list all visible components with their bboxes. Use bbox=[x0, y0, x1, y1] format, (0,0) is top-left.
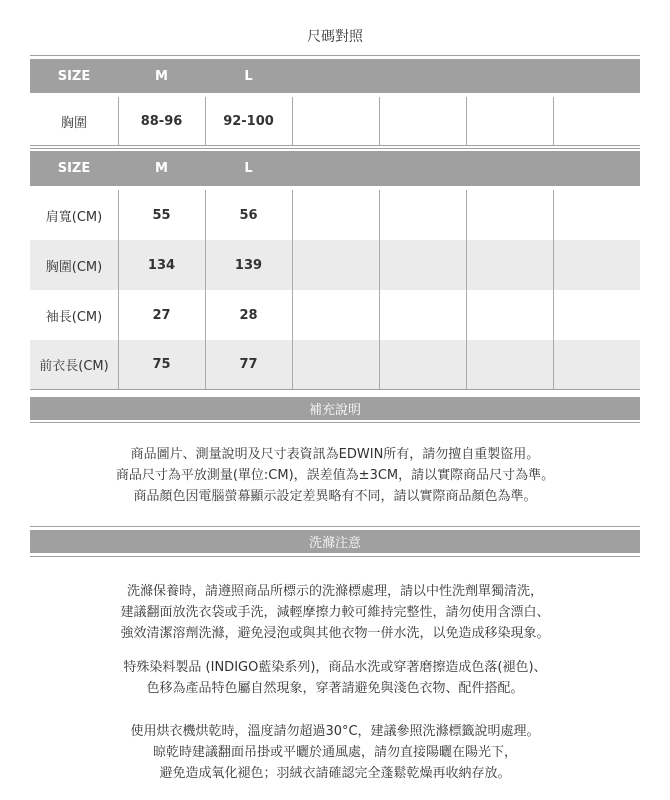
row-label: 袖長(CM) bbox=[45, 309, 103, 325]
washing-rule-top bbox=[30, 526, 640, 527]
table2-row-shoulder bbox=[30, 190, 640, 240]
supplement-heading: 補充說明 bbox=[30, 397, 640, 420]
table2-row-sleeve bbox=[30, 290, 640, 340]
table1-divider bbox=[118, 97, 119, 145]
table1-divider bbox=[292, 97, 293, 145]
page-title: 尺碼對照 bbox=[307, 29, 363, 45]
row-value-m: 27 bbox=[152, 307, 171, 323]
washing-line: 色移為產品特色屬自然現象，穿著請避免與淺色衣物、配件搭配。 bbox=[146, 681, 524, 696]
table2-row-chest bbox=[30, 240, 640, 290]
washing-line: 建議翻面放洗衣袋或手洗，減輕摩擦力較可維持完整性，請勿使用含漂白、 bbox=[120, 605, 550, 620]
row-value-l: 56 bbox=[239, 207, 258, 223]
supplement-line: 商品圖片、測量說明及尺寸表資訊為EDWIN所有，請勿擅自重製盜用。 bbox=[130, 447, 540, 462]
supplement-line: 商品顏色因電腦螢幕顯示設定差異略有不同，請以實際商品顏色為準。 bbox=[133, 489, 537, 504]
row-value-l: 139 bbox=[234, 257, 263, 273]
row-value-l: 77 bbox=[239, 357, 258, 372]
table1-header-size: SIZE bbox=[57, 68, 91, 84]
washing-line: 特殊染料製品 (INDIGO藍染系列)，商品水洗或穿著磨擦造成色落(褪色)、 bbox=[123, 660, 547, 675]
row-label: 胸圍 bbox=[60, 115, 87, 131]
table2-header-m: M bbox=[155, 161, 168, 176]
table1-row bbox=[30, 97, 640, 145]
washing-paragraph bbox=[0, 581, 670, 644]
table2-row-length bbox=[30, 340, 640, 389]
table1-divider bbox=[553, 97, 554, 145]
washing-rule bbox=[30, 556, 640, 557]
washing-line: 晾乾時建議翻面吊掛或平曬於通風處，請勿直接陽曬在陽光下， bbox=[152, 745, 517, 760]
row-value-l: 92-100 bbox=[223, 113, 274, 129]
table1-divider bbox=[466, 97, 467, 145]
washing-line: 洗滌保養時，請遵照商品所標示的洗滌標處理，請以中性洗劑單獨清洗， bbox=[126, 584, 543, 599]
row-value-l: 28 bbox=[239, 307, 258, 323]
table2-header bbox=[30, 151, 640, 186]
row-value-m: 55 bbox=[152, 207, 171, 223]
washing-paragraph bbox=[0, 657, 670, 699]
supplement-line: 商品尺寸為平放測量(單位:CM)，誤差值為±3CM，請以實際商品尺寸為準。 bbox=[115, 468, 555, 483]
washing-line: 強效清潔溶劑洗滌，避免浸泡或與其他衣物一併水洗，以免造成移染現象。 bbox=[120, 626, 550, 641]
row-value-m: 134 bbox=[147, 257, 176, 273]
row-label: 肩寬(CM) bbox=[45, 209, 103, 225]
table2-divider bbox=[466, 190, 467, 389]
washing-paragraph bbox=[0, 721, 670, 784]
table1-header-m: M bbox=[155, 68, 168, 84]
row-label: 前衣長(CM) bbox=[39, 359, 109, 374]
row-value-m: 75 bbox=[152, 357, 171, 372]
washing-heading: 洗滌注意 bbox=[30, 530, 640, 553]
table1-header-l: L bbox=[244, 68, 253, 84]
table2-divider bbox=[118, 190, 119, 389]
table1-header bbox=[30, 59, 640, 93]
table2-divider bbox=[553, 190, 554, 389]
washing-line: 避免造成氧化褪色；羽絨衣請確認完全蓬鬆乾燥再收納存放。 bbox=[159, 766, 511, 781]
row-label: 胸圍(CM) bbox=[45, 259, 103, 275]
supplement-rule bbox=[30, 422, 640, 423]
table2-divider bbox=[205, 190, 206, 389]
table1-divider bbox=[379, 97, 380, 145]
table2-divider bbox=[292, 190, 293, 389]
supplement-text bbox=[0, 444, 670, 507]
washing-line: 使用烘衣機烘乾時，溫度請勿超過30°C，建議參照洗滌標籤說明處理。 bbox=[130, 724, 540, 739]
table2-header-size: SIZE bbox=[57, 161, 91, 176]
table2-header-l: L bbox=[244, 161, 253, 176]
table1-divider bbox=[205, 97, 206, 145]
row-value-m: 88-96 bbox=[140, 113, 183, 129]
table2-divider bbox=[379, 190, 380, 389]
